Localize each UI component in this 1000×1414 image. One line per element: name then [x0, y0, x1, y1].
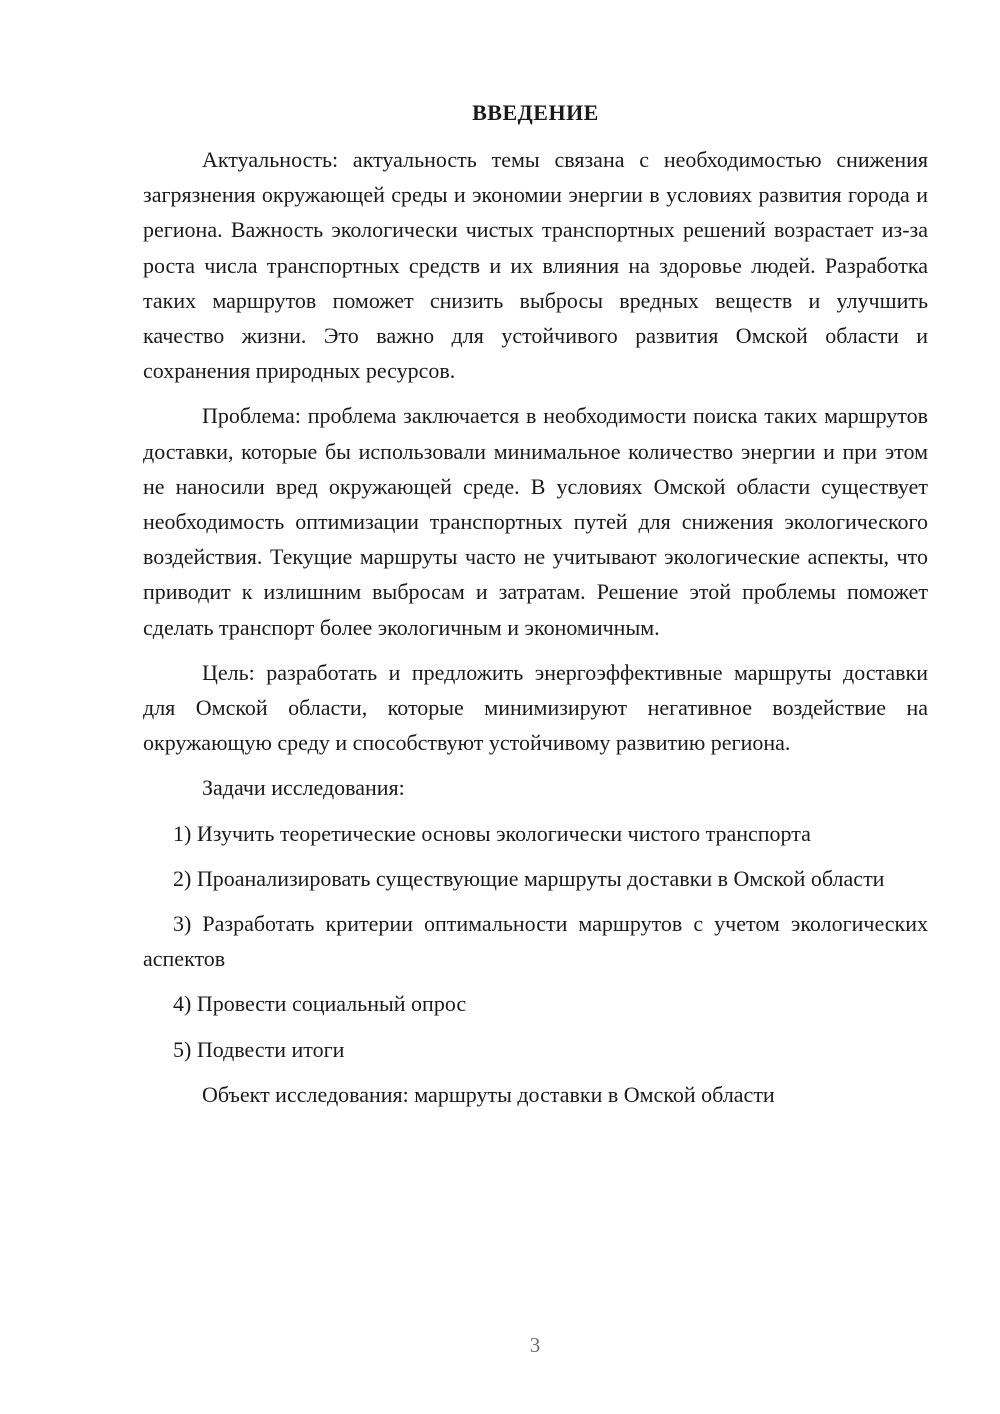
tasks-list	[143, 816, 928, 1067]
tasks-heading: Задачи исследования:	[202, 775, 405, 801]
page-number: 3	[529, 1333, 541, 1357]
list-item: 3) Разработать критерии оптимальности маршрутов с учетом экологических аспектов	[143, 911, 928, 972]
paragraph-relevance: Актуальность: актуальность темы связана с необходимостью снижения загрязнения окружающей среды и экономии энергии в условиях развития города и региона. Важность экологически чистых транспортных решений возрастает из-за роста числа транспортных средств и их влияния на здоровье людей. Разработка таких маршрутов поможет снизить выбросы вредных веществ и улучшить качество жизни. Это важно для устойчивого развития Омской области и сохранения природных ресурсов.	[143, 147, 928, 384]
list-item: 5) Подвести итоги	[173, 1036, 345, 1062]
list-item: 2) Проанализировать существующие маршруты доставки в Омской области	[173, 865, 885, 891]
page-title: ВВЕДЕНИЕ	[472, 100, 599, 125]
paragraph-problem: Проблема: проблема заключается в необходимости поиска таких маршрутов доставки, которые бы использовали минимальное количество энергии и при этом не наносили вред окружающей среде. В условиях Омской области существует необходимость оптимизации транспортных путей для снижения экологического воздействия. Текущие маршруты часто не учитывают экологические аспекты, что приводит к излишним выбросам и затратам. Решение этой проблемы поможет сделать транспорт более экологичным и экономичным.	[143, 403, 928, 640]
paragraph-goal: Цель: разработать и предложить энергоэффективные маршруты доставки для Омской области, которые минимизируют негативное воздействие на окружающую среду и способствуют устойчивому развитию региона.	[143, 659, 928, 756]
list-item: 1) Изучить теоретические основы экологически чистого транспорта	[173, 820, 811, 846]
paragraph-object: Объект исследования: маршруты доставки в Омской области	[202, 1081, 775, 1107]
document-page	[143, 95, 928, 1122]
list-item: 4) Провести социальный опрос	[173, 991, 467, 1017]
